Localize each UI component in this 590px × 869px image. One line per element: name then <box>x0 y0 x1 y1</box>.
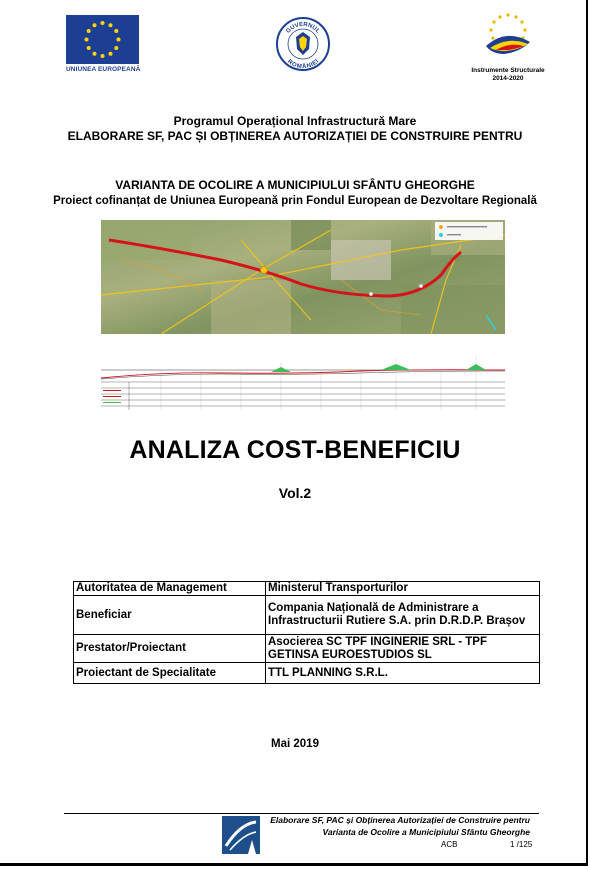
table-cell-value: Asocierea SC TPF INGINERIE SRL - TPF GETINSA EUROESTUDIOS SL <box>266 635 540 663</box>
document-title: ANALIZA COST-BENEFICIU <box>129 436 461 464</box>
company-logo-icon <box>222 816 260 854</box>
table-row <box>74 663 540 684</box>
cofinancing-statement: Proiect cofinanțat de Uniunea Europeană prin Fondul European de Dezvoltare Regională <box>53 195 537 207</box>
footer-divider <box>64 813 539 814</box>
table-row <box>74 582 540 596</box>
structural-instruments-label <box>458 67 558 82</box>
structural-instruments-logo <box>476 12 540 62</box>
table-cell-value: Ministerul Transporturilor <box>266 582 540 596</box>
document-volume: Vol.2 <box>278 485 312 501</box>
table-cell-value: TTL PLANNING S.R.L. <box>266 663 540 684</box>
route-aerial-map <box>101 220 505 334</box>
table-row <box>74 596 540 635</box>
footer-title-line1: Elaborare SF, PAC și Obținerea Autorizației de Construire pentru <box>270 815 530 825</box>
seal-text-bottom: ROMÂNIEI <box>286 58 321 71</box>
table-cell-label: Proiectant de Specialitate <box>74 663 266 684</box>
project-info-table <box>73 581 540 684</box>
document-date: Mai 2019 <box>271 738 319 750</box>
project-name: VARIANTA DE OCOLIRE A MUNICIPIULUI SFÂNTU GHEORGHE <box>115 178 475 192</box>
table-cell-label: Autoritatea de Management <box>74 582 266 596</box>
project-scope-title: ELABORARE SF, PAC ȘI OBȚINEREA AUTORIZAȚIEI DE CONSTRUIRE PENTRU <box>67 129 523 143</box>
logo-label-line1: Instrumente Structurale <box>471 67 545 74</box>
table-cell-label: Beneficiar <box>74 596 266 635</box>
government-seal-logo <box>276 17 330 71</box>
logo-label-line2: 2014-2020 <box>492 74 524 82</box>
longitudinal-profile-drawing <box>101 352 505 412</box>
seal-text-top: GUVERNUL <box>285 21 321 35</box>
program-title: Programul Operațional Infrastructură Mare <box>173 114 417 128</box>
table-row <box>74 635 540 663</box>
eu-flag-logo <box>66 15 139 64</box>
table-cell-value: Compania Națională de Administrare a Infrastructurii Rutiere S.A. prin D.R.D.P. Brașov <box>266 596 540 635</box>
footer-title-line2: Varianta de Ocolire a Municipiului Sfântu Gheorghe <box>322 827 530 837</box>
eu-logo-label: UNIUNEA EUROPEANĂ <box>66 66 141 73</box>
footer-document-code: ACB <box>441 840 458 849</box>
table-cell-label: Prestator/Proiectant <box>74 635 266 663</box>
footer-page-number: 1 /125 <box>510 840 533 849</box>
